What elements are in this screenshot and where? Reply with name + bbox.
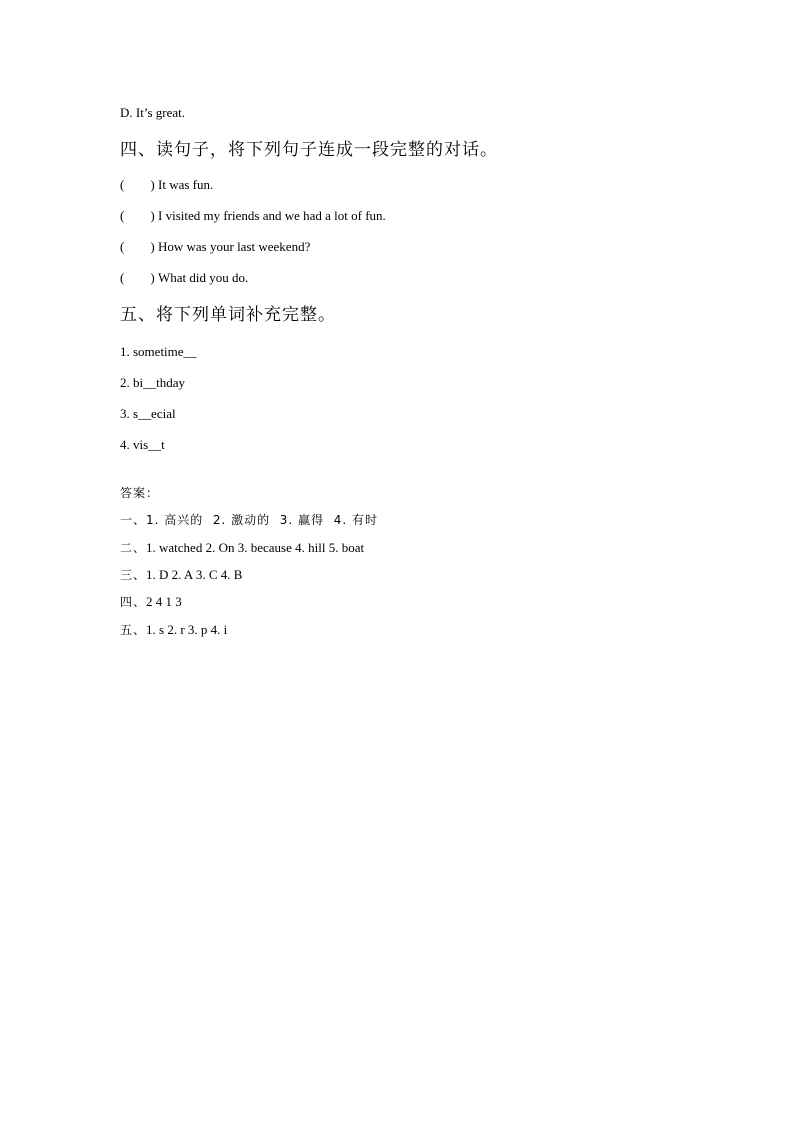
dialogue-line-2 bbox=[120, 208, 386, 224]
answer-line-2 bbox=[120, 540, 364, 556]
answer-line-1 bbox=[120, 512, 378, 528]
answer-prefix: 一、 bbox=[120, 513, 147, 527]
answer-prefix: 二、 bbox=[120, 541, 147, 555]
answer-blank: ( ) bbox=[120, 208, 155, 223]
answer-line-5 bbox=[120, 622, 227, 638]
word-item-2: 2. bi__thday bbox=[120, 375, 185, 390]
word-item-3: 3. s__ecial bbox=[120, 406, 176, 421]
answer-blank: ( ) bbox=[120, 239, 155, 254]
answer-blank: ( ) bbox=[120, 177, 155, 192]
answer-prefix: 五、 bbox=[120, 623, 147, 637]
answer-line-4 bbox=[120, 594, 182, 610]
dialogue-text: How was your last weekend? bbox=[158, 239, 311, 254]
dialogue-line-3 bbox=[120, 239, 310, 255]
answer-prefix: 四、 bbox=[120, 595, 147, 609]
answer-line-3 bbox=[120, 567, 242, 583]
answer-text: 1. watched 2. On 3. because 4. hill 5. boat bbox=[146, 540, 365, 555]
answer-text: 1. D 2. A 3. C 4. B bbox=[146, 567, 243, 582]
dialogue-text: I visited my friends and we had a lot of fun. bbox=[158, 208, 386, 223]
option-d-text: D. It’s great. bbox=[120, 105, 185, 120]
answer-prefix: 三、 bbox=[120, 568, 147, 582]
section-4-heading: 四、读句子，将下列句子连成一段完整的对话。 bbox=[120, 140, 498, 160]
dialogue-line-4 bbox=[120, 270, 248, 286]
dialogue-text: It was fun. bbox=[158, 177, 214, 192]
dialogue-text: What did you do. bbox=[158, 270, 249, 285]
answer-text: 1. 高兴的 2. 激动的 3. 赢得 4. 有时 bbox=[146, 513, 378, 527]
answers-label: 答案： bbox=[120, 486, 160, 500]
answer-text: 2 4 1 3 bbox=[146, 594, 182, 609]
word-item-1: 1. sometime__ bbox=[120, 344, 197, 359]
word-item-4: 4. vis__t bbox=[120, 437, 165, 452]
section-5-heading: 五、将下列单词补充完整。 bbox=[120, 305, 336, 325]
answer-text: 1. s 2. r 3. p 4. i bbox=[146, 622, 228, 637]
answer-blank: ( ) bbox=[120, 270, 155, 285]
dialogue-line-1 bbox=[120, 177, 213, 193]
